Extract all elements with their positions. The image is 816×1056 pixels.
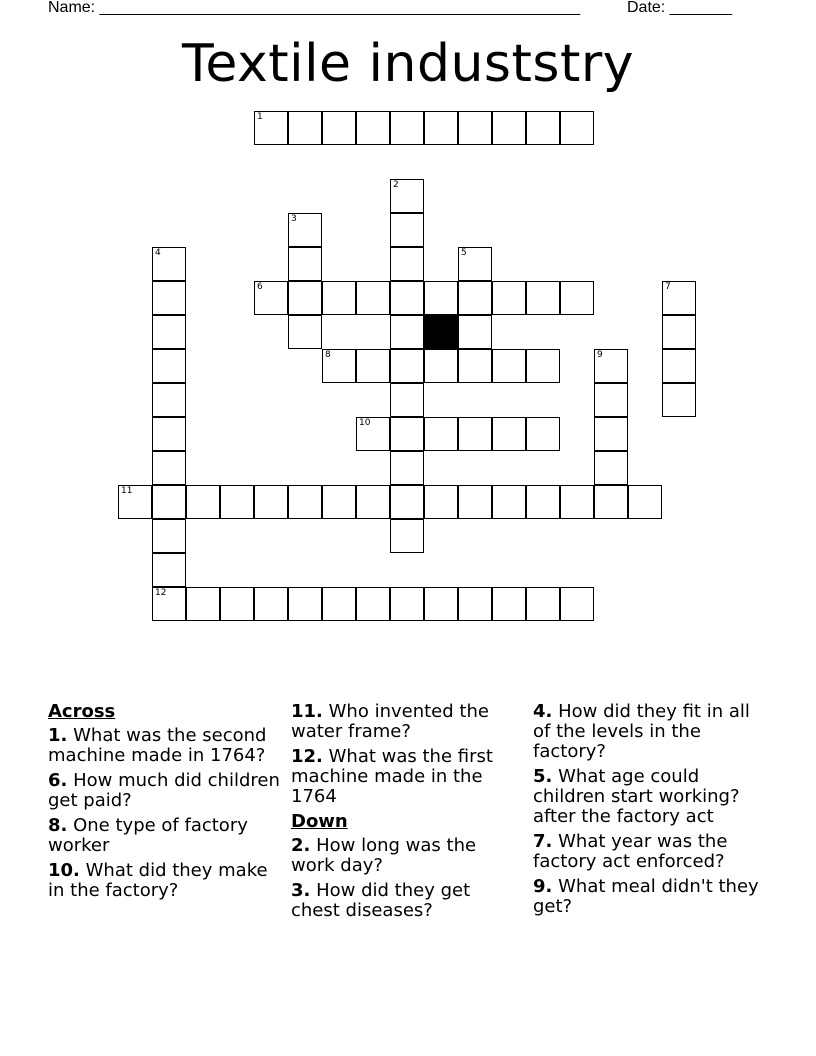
grid-cell[interactable] bbox=[390, 247, 424, 281]
grid-cell[interactable] bbox=[662, 349, 696, 383]
clue-across-11: 11. Who invented the water frame? bbox=[291, 701, 489, 742]
grid-cell[interactable] bbox=[288, 587, 322, 621]
grid-cell[interactable] bbox=[492, 587, 526, 621]
grid-cell[interactable] bbox=[322, 485, 356, 519]
grid-cell[interactable] bbox=[390, 519, 424, 553]
grid-cell[interactable] bbox=[152, 383, 186, 417]
grid-cell[interactable] bbox=[662, 383, 696, 417]
grid-cell[interactable] bbox=[254, 281, 288, 315]
grid-cell[interactable] bbox=[390, 213, 424, 247]
grid-cell[interactable] bbox=[390, 281, 424, 315]
grid-cell[interactable] bbox=[356, 281, 390, 315]
grid-cell[interactable] bbox=[390, 485, 424, 519]
clue-down-7: 7. What year was the factory act enforced? bbox=[533, 831, 728, 872]
grid-cell[interactable] bbox=[152, 315, 186, 349]
grid-cell[interactable] bbox=[254, 111, 288, 145]
grid-cell[interactable] bbox=[288, 247, 322, 281]
grid-cell[interactable] bbox=[526, 587, 560, 621]
grid-cell[interactable] bbox=[152, 485, 186, 519]
grid-cell[interactable] bbox=[152, 349, 186, 383]
grid-cell[interactable] bbox=[356, 349, 390, 383]
clue-down-9: 9. What meal didn't they get? bbox=[533, 876, 759, 917]
clue-down-2: 2. How long was the work day? bbox=[291, 835, 477, 876]
puzzle-title: Textile induststry bbox=[181, 34, 635, 94]
black-cell bbox=[424, 315, 458, 349]
grid-cell[interactable] bbox=[526, 417, 560, 451]
grid-cell[interactable] bbox=[220, 587, 254, 621]
grid-cell[interactable] bbox=[526, 111, 560, 145]
clues-column-3 bbox=[533, 700, 765, 922]
grid-cell[interactable] bbox=[254, 587, 288, 621]
grid-cell[interactable] bbox=[526, 349, 560, 383]
clue-across-8: 8. One type of factory worker bbox=[48, 815, 248, 856]
clues-column-1 bbox=[48, 700, 280, 906]
clue-down-4: 4. How did they fit in all of the levels in the factory? bbox=[533, 701, 750, 762]
grid-cell[interactable] bbox=[458, 485, 492, 519]
grid-cell[interactable] bbox=[152, 451, 186, 485]
grid-cell[interactable] bbox=[356, 417, 390, 451]
grid-cell[interactable] bbox=[288, 315, 322, 349]
grid-cell[interactable] bbox=[424, 417, 458, 451]
grid-cell[interactable] bbox=[492, 111, 526, 145]
grid-cell[interactable] bbox=[560, 281, 594, 315]
grid-cell[interactable] bbox=[662, 281, 696, 315]
grid-cell[interactable] bbox=[322, 281, 356, 315]
grid-cell[interactable] bbox=[458, 417, 492, 451]
grid-cell[interactable] bbox=[492, 349, 526, 383]
grid-cell[interactable] bbox=[288, 485, 322, 519]
grid-cell[interactable] bbox=[458, 587, 492, 621]
grid-cell[interactable] bbox=[390, 179, 424, 213]
grid-cell[interactable] bbox=[288, 281, 322, 315]
clue-across-1: 1. What was the second machine made in 1764? bbox=[48, 725, 267, 766]
grid-cell[interactable] bbox=[356, 587, 390, 621]
grid-cell[interactable] bbox=[594, 485, 628, 519]
grid-cell[interactable] bbox=[390, 417, 424, 451]
grid-cell[interactable] bbox=[424, 587, 458, 621]
clue-number: 12 bbox=[155, 588, 167, 598]
grid-cell[interactable] bbox=[118, 485, 152, 519]
grid-cell[interactable] bbox=[458, 281, 492, 315]
clue-number: 10 bbox=[359, 418, 371, 428]
grid-cell[interactable] bbox=[152, 247, 186, 281]
clue-number: 6 bbox=[257, 282, 263, 292]
down-heading: Down bbox=[291, 811, 348, 832]
grid-cell[interactable] bbox=[560, 111, 594, 145]
grid-cell[interactable] bbox=[492, 281, 526, 315]
clue-across-10: 10. What did they make in the factory? bbox=[48, 860, 268, 901]
clues-column-2 bbox=[291, 700, 523, 926]
clue-down-3: 3. How did they get chest diseases? bbox=[291, 880, 471, 921]
grid-cell[interactable] bbox=[220, 485, 254, 519]
grid-cell[interactable] bbox=[628, 485, 662, 519]
grid-cell[interactable] bbox=[526, 485, 560, 519]
grid-cell[interactable] bbox=[390, 111, 424, 145]
grid-cell[interactable] bbox=[186, 485, 220, 519]
grid-cell[interactable] bbox=[458, 247, 492, 281]
grid-cell[interactable] bbox=[152, 553, 186, 587]
across-heading: Across bbox=[48, 701, 116, 722]
grid-cell[interactable] bbox=[390, 349, 424, 383]
grid-cell[interactable] bbox=[390, 587, 424, 621]
clue-number: 2 bbox=[393, 180, 399, 190]
clue-number: 3 bbox=[291, 214, 297, 224]
grid-cell[interactable] bbox=[594, 383, 628, 417]
grid-cell[interactable] bbox=[322, 587, 356, 621]
grid-cell[interactable] bbox=[288, 111, 322, 145]
clue-down-5: 5. What age could children start working? after the factory act bbox=[533, 766, 740, 827]
grid-cell[interactable] bbox=[152, 587, 186, 621]
grid-cell[interactable] bbox=[492, 417, 526, 451]
grid-cell[interactable] bbox=[356, 485, 390, 519]
grid-cell[interactable] bbox=[458, 315, 492, 349]
grid-cell[interactable] bbox=[492, 485, 526, 519]
grid-cell[interactable] bbox=[254, 485, 288, 519]
grid-cell[interactable] bbox=[390, 383, 424, 417]
clue-number: 7 bbox=[665, 282, 671, 292]
clue-number: 1 bbox=[257, 112, 263, 122]
clue-across-6: 6. How much did children get paid? bbox=[48, 770, 280, 811]
grid-cell[interactable] bbox=[390, 451, 424, 485]
grid-cell[interactable] bbox=[152, 417, 186, 451]
clue-number: 11 bbox=[121, 486, 133, 496]
grid-cell[interactable] bbox=[356, 111, 390, 145]
grid-cell[interactable] bbox=[152, 519, 186, 553]
name-field[interactable]: Name: ______________________________________________________ bbox=[48, 0, 581, 16]
date-field[interactable]: Date: _______ bbox=[627, 0, 732, 16]
clue-number: 4 bbox=[155, 248, 161, 258]
grid-cell[interactable] bbox=[152, 281, 186, 315]
clue-number: 9 bbox=[597, 350, 603, 360]
grid-cell[interactable] bbox=[186, 587, 220, 621]
grid-cell[interactable] bbox=[662, 315, 696, 349]
grid-cell[interactable] bbox=[594, 451, 628, 485]
grid-cell[interactable] bbox=[288, 213, 322, 247]
grid-cell[interactable] bbox=[322, 349, 356, 383]
grid-cell[interactable] bbox=[526, 281, 560, 315]
grid-cell[interactable] bbox=[594, 417, 628, 451]
grid-cell[interactable] bbox=[594, 349, 628, 383]
grid-cell[interactable] bbox=[390, 315, 424, 349]
clue-number: 5 bbox=[461, 248, 467, 258]
grid-cell[interactable] bbox=[458, 349, 492, 383]
grid-cell[interactable] bbox=[322, 111, 356, 145]
grid-cell[interactable] bbox=[560, 485, 594, 519]
grid-cell[interactable] bbox=[424, 349, 458, 383]
clue-number: 8 bbox=[325, 350, 331, 360]
clue-across-12: 12. What was the first machine made in the 1764 bbox=[291, 746, 493, 807]
grid-cell[interactable] bbox=[424, 111, 458, 145]
grid-cell[interactable] bbox=[458, 111, 492, 145]
grid-cell[interactable] bbox=[560, 587, 594, 621]
grid-cell[interactable] bbox=[424, 485, 458, 519]
grid-cell[interactable] bbox=[424, 281, 458, 315]
